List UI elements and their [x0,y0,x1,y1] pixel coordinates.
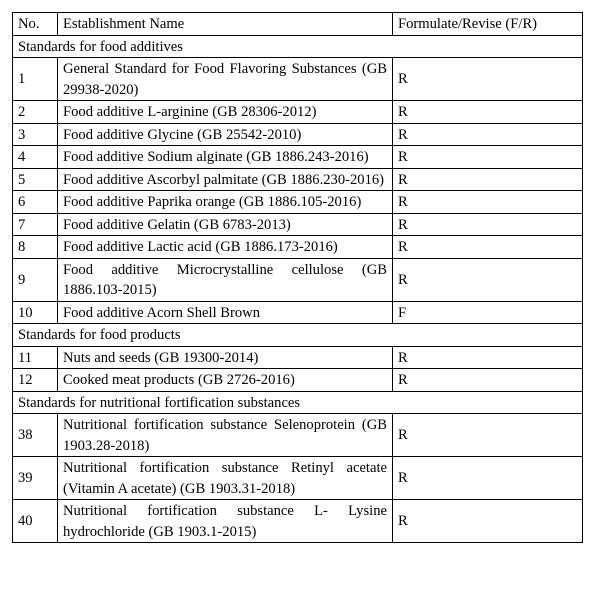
table-row [13,191,583,214]
row-fr: R [393,414,583,457]
table-body [13,35,583,543]
row-no: 1 [13,58,58,101]
row-fr: R [393,101,583,124]
table-row [13,346,583,369]
section-row [13,324,583,347]
table-header [13,13,583,36]
row-name: Food additive Sodium alginate (GB 1886.243-2016) [58,146,393,169]
header-no: No. [13,13,58,36]
row-fr: R [393,346,583,369]
row-name: Nutritional fortification substance Selenoprotein (GB 1903.28-2018) [58,414,393,457]
row-fr: R [393,258,583,301]
row-no: 39 [13,457,58,500]
row-no: 7 [13,213,58,236]
row-no: 4 [13,146,58,169]
row-name: Food additive Gelatin (GB 6783-2013) [58,213,393,236]
row-no: 8 [13,236,58,259]
row-name: General Standard for Food Flavoring Substances (GB 29938-2020) [58,58,393,101]
row-fr: R [393,236,583,259]
row-fr: R [393,146,583,169]
table-row [13,457,583,500]
row-name: Food additive Microcrystalline cellulose (GB 1886.103-2015) [58,258,393,301]
row-fr: R [393,191,583,214]
section-title: Standards for food additives [13,35,583,58]
row-fr: F [393,301,583,324]
row-name: Food additive Ascorbyl palmitate (GB 1886.230-2016) [58,168,393,191]
table-row [13,123,583,146]
row-fr: R [393,457,583,500]
table-row [13,146,583,169]
row-name: Nutritional fortification substance Retinyl acetate (Vitamin A acetate) (GB 1903.31-2018) [58,457,393,500]
section-row [13,35,583,58]
row-name: Cooked meat products (GB 2726-2016) [58,369,393,392]
table-row [13,101,583,124]
row-name: Food additive Glycine (GB 25542-2010) [58,123,393,146]
row-name: Food additive Paprika orange (GB 1886.105-2016) [58,191,393,214]
table-row [13,414,583,457]
row-fr: R [393,58,583,101]
row-no: 38 [13,414,58,457]
table-row [13,301,583,324]
section-title: Standards for food products [13,324,583,347]
row-no: 9 [13,258,58,301]
row-fr: R [393,168,583,191]
table-row [13,58,583,101]
row-no: 2 [13,101,58,124]
row-name: Food additive Lactic acid (GB 1886.173-2016) [58,236,393,259]
row-fr: R [393,500,583,543]
section-title: Standards for nutritional fortification substances [13,391,583,414]
row-fr: R [393,123,583,146]
row-name: Nuts and seeds (GB 19300-2014) [58,346,393,369]
table-row [13,369,583,392]
row-no: 40 [13,500,58,543]
row-fr: R [393,369,583,392]
header-row [13,13,583,36]
row-name: Food additive L-arginine (GB 28306-2012) [58,101,393,124]
row-name: Nutritional fortification substance L- Lysine hydrochloride (GB 1903.1-2015) [58,500,393,543]
row-no: 5 [13,168,58,191]
row-no: 12 [13,369,58,392]
header-establishment-name: Establishment Name [58,13,393,36]
row-no: 10 [13,301,58,324]
table-row [13,213,583,236]
table-row [13,258,583,301]
table-row [13,168,583,191]
row-no: 6 [13,191,58,214]
header-formulate-revise: Formulate/Revise (F/R) [393,13,583,36]
standards-table [12,12,583,543]
table-row [13,500,583,543]
row-no: 3 [13,123,58,146]
row-no: 11 [13,346,58,369]
row-name: Food additive Acorn Shell Brown [58,301,393,324]
row-fr: R [393,213,583,236]
section-row [13,391,583,414]
table-row [13,236,583,259]
